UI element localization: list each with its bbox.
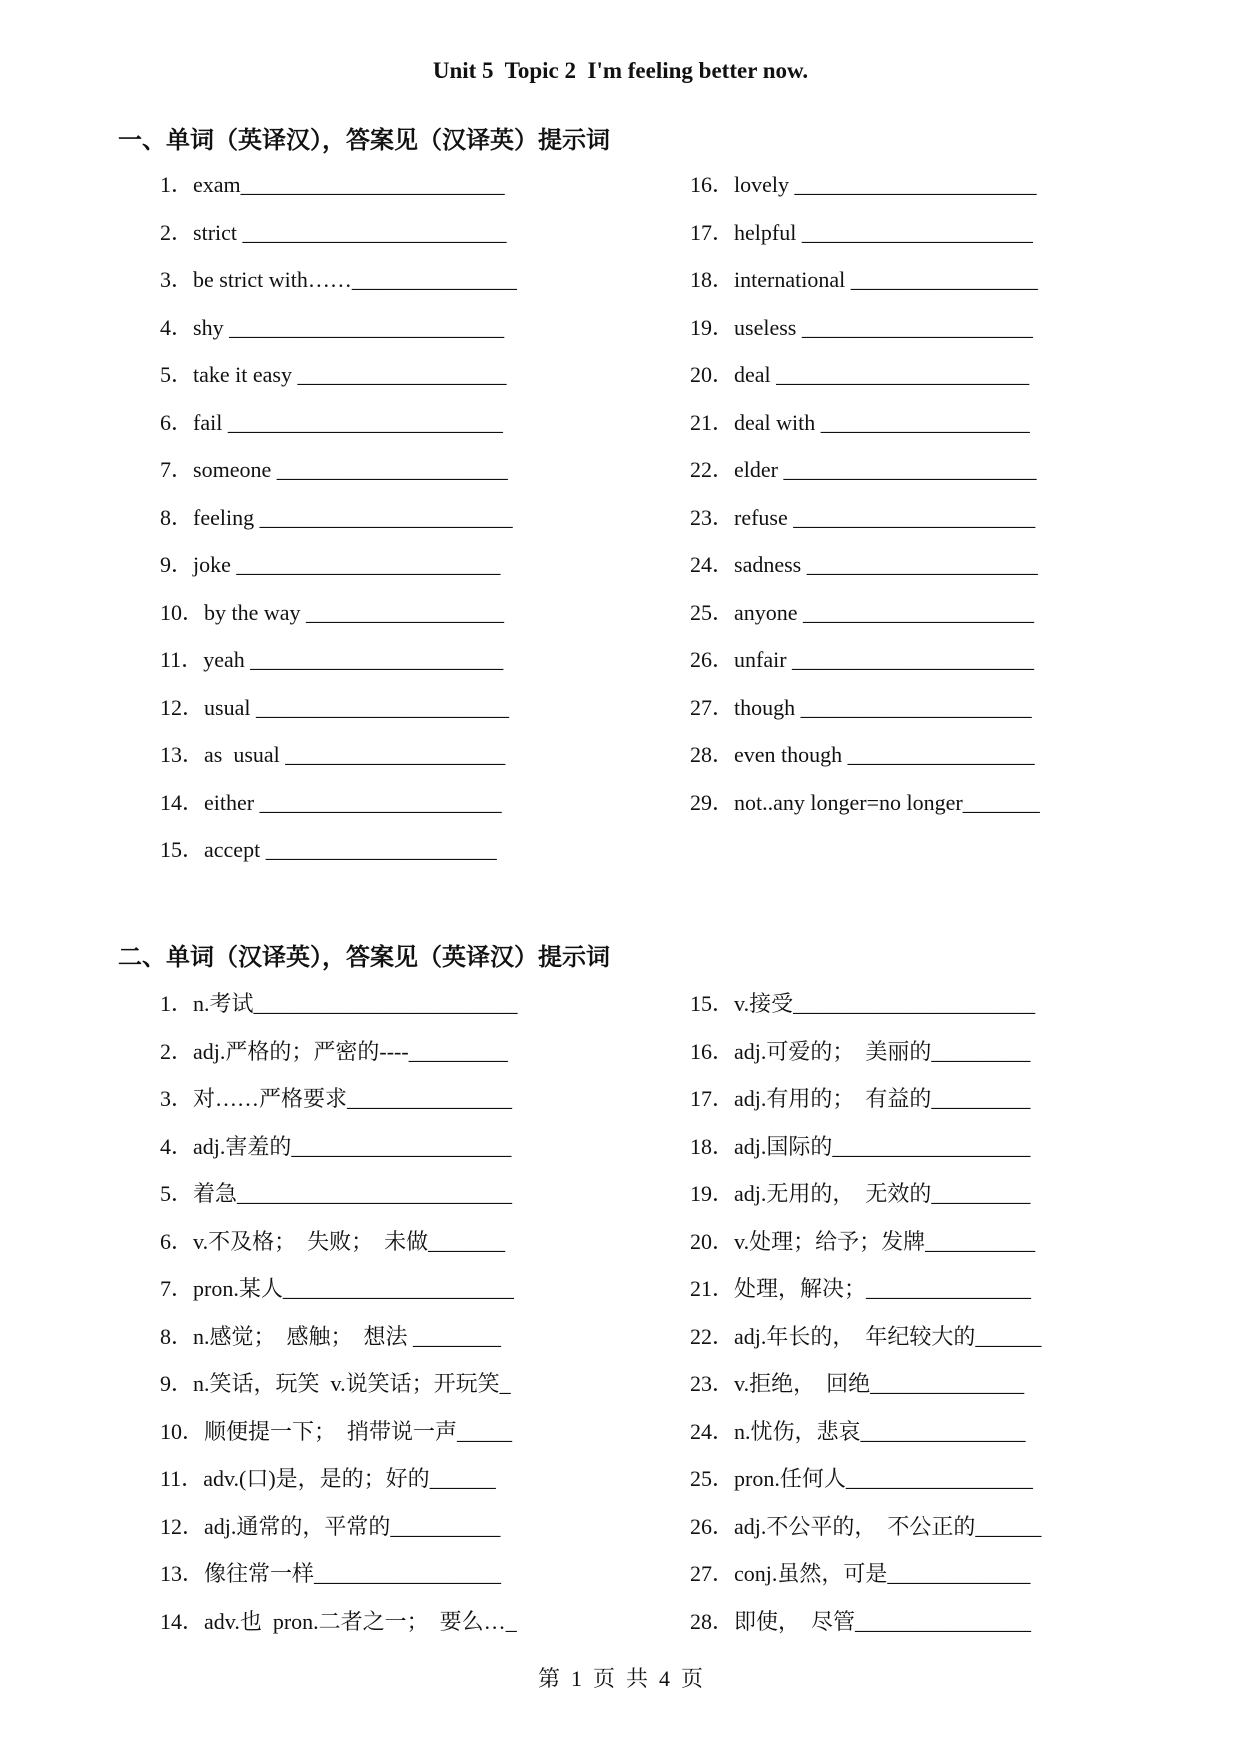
vocab-item xyxy=(690,1510,1041,1541)
item-term: adj.害羞的 xyxy=(193,1133,292,1159)
item-number: 26． xyxy=(690,1513,735,1539)
item-term: v.不及格； 失败； 未做 xyxy=(193,1228,429,1254)
vocab-item xyxy=(690,548,1038,579)
vocab-item xyxy=(690,1605,1031,1636)
item-number: 4． xyxy=(160,1133,194,1159)
answer-blank[interactable]: _______________ xyxy=(866,1276,1032,1301)
item-number: 17． xyxy=(690,1086,735,1111)
vocab-item xyxy=(690,501,1035,532)
item-number: 14． xyxy=(160,789,205,815)
item-number: 13． xyxy=(160,1561,205,1586)
answer-blank[interactable]: _________ xyxy=(931,1038,1031,1064)
item-number: 16． xyxy=(690,1038,735,1064)
item-term: conj.虽然，可是 xyxy=(734,1561,888,1586)
item-term: adj.可爱的； 美丽的 xyxy=(734,1038,932,1064)
item-term: anyone xyxy=(734,599,798,625)
answer-blank[interactable]: _______ xyxy=(962,789,1040,815)
item-number: 9． xyxy=(160,1371,194,1396)
vocab-item xyxy=(160,1035,508,1066)
vocab-item xyxy=(160,453,508,484)
vocab-item xyxy=(160,1082,512,1113)
answer-blank[interactable]: _________ xyxy=(931,1181,1031,1206)
item-number: 18． xyxy=(690,267,735,292)
answer-blank[interactable]: _________ xyxy=(931,1086,1031,1111)
item-term: adj.国际的 xyxy=(734,1133,833,1159)
item-term: adj.无用的， 无效的 xyxy=(734,1181,932,1206)
vocab-item xyxy=(690,1177,1030,1208)
item-number: 21． xyxy=(690,409,735,435)
answer-blank[interactable]: _____ xyxy=(457,1418,513,1444)
item-number: 5． xyxy=(160,362,194,387)
answer-blank[interactable]: ________________________ xyxy=(230,552,501,577)
answer-blank[interactable]: _______________ xyxy=(860,1418,1026,1444)
vocab-item xyxy=(160,596,504,627)
item-term: usual xyxy=(204,694,251,720)
item-number: 28． xyxy=(690,1608,735,1634)
vocab-item xyxy=(690,1415,1026,1446)
answer-blank[interactable]: _______________________ xyxy=(254,504,513,530)
answer-blank[interactable]: _________________ xyxy=(842,742,1035,767)
item-term: adj.不公平的， 不公正的 xyxy=(734,1513,976,1539)
item-term: v.拒绝， 回绝 xyxy=(734,1371,871,1396)
answer-blank[interactable]: ________ xyxy=(413,1323,502,1349)
vocab-item xyxy=(160,738,505,769)
vocab-item xyxy=(160,643,503,674)
answer-blank[interactable]: _______________________ xyxy=(250,694,509,720)
vocab-item xyxy=(690,1367,1024,1398)
answer-blank[interactable]: ______ xyxy=(975,1513,1042,1539)
answer-blank[interactable]: _________________ xyxy=(845,1466,1033,1491)
item-term: 处理，解决； xyxy=(734,1276,867,1301)
answer-blank[interactable]: ______________________ xyxy=(793,991,1036,1016)
item-term: take it easy xyxy=(193,362,292,387)
item-term: someone xyxy=(193,457,272,482)
item-term: feeling xyxy=(193,504,255,530)
vocab-item xyxy=(160,1130,511,1161)
answer-blank[interactable]: _______________________ xyxy=(770,362,1030,387)
item-term: 像往常一样 xyxy=(204,1561,315,1586)
answer-blank[interactable]: ______________________ xyxy=(254,789,502,815)
answer-blank[interactable]: _____________________ xyxy=(795,694,1032,720)
vocab-item xyxy=(690,1272,1031,1303)
answer-blank[interactable]: _______________ xyxy=(351,267,517,292)
answer-blank[interactable]: _____________________ xyxy=(797,599,1035,625)
item-number: 3． xyxy=(160,267,194,292)
answer-blank[interactable]: _____________________ xyxy=(796,219,1033,245)
item-term: fail xyxy=(193,409,223,435)
item-number: 29． xyxy=(690,789,735,815)
answer-blank[interactable]: ___________________ xyxy=(291,362,507,387)
vocab-item xyxy=(160,833,497,864)
answer-blank[interactable]: _______ xyxy=(428,1228,506,1254)
item-number: 8． xyxy=(160,1323,194,1349)
answer-blank[interactable]: _____________________ xyxy=(271,457,508,482)
item-term: v.处理；给予；发牌 xyxy=(734,1228,926,1254)
item-number: 16． xyxy=(690,172,735,197)
item-number: 23． xyxy=(690,1371,735,1396)
item-number: 6． xyxy=(160,1228,194,1254)
item-number: 1． xyxy=(160,991,194,1016)
answer-blank[interactable]: _____________________ xyxy=(260,837,497,862)
item-term: adv.也 pron.二者之一； 要么… xyxy=(204,1608,506,1634)
item-term: strict xyxy=(193,219,238,245)
vocab-item xyxy=(160,786,502,817)
answer-blank[interactable]: _________________ xyxy=(845,267,1038,292)
answer-blank[interactable]: __________________ xyxy=(832,1133,1031,1159)
item-term: lovely xyxy=(734,172,790,197)
item-term: exam xyxy=(193,172,241,197)
vocab-item xyxy=(160,548,500,579)
item-number: 2． xyxy=(160,219,194,245)
item-number: 14． xyxy=(160,1608,205,1634)
answer-blank[interactable]: ________________________ xyxy=(240,172,505,197)
item-number: 22． xyxy=(690,1323,735,1349)
item-number: 11． xyxy=(160,647,204,672)
answer-blank[interactable]: _____________________ xyxy=(282,1276,514,1301)
item-term: n.考试 xyxy=(193,991,254,1016)
item-term: accept xyxy=(204,837,261,862)
answer-blank[interactable]: __________ xyxy=(390,1513,501,1539)
answer-blank[interactable]: _________ xyxy=(408,1038,508,1064)
answer-blank[interactable]: _ xyxy=(505,1608,517,1634)
item-number: 6． xyxy=(160,409,194,435)
item-number: 1． xyxy=(160,172,194,197)
vocab-item xyxy=(160,691,509,722)
vocab-item xyxy=(160,1367,511,1398)
vocab-item xyxy=(690,168,1037,199)
item-term: adv.(口)是，是的；好的 xyxy=(203,1466,430,1491)
answer-blank[interactable]: ______________________ xyxy=(786,647,1035,672)
item-number: 25． xyxy=(690,1466,735,1491)
item-term: elder xyxy=(734,457,778,482)
vocab-item xyxy=(160,311,504,342)
item-number: 15． xyxy=(160,837,205,862)
vocab-item xyxy=(690,263,1038,294)
item-term: deal with xyxy=(734,409,816,435)
item-term: v.接受 xyxy=(734,991,794,1016)
vocab-item xyxy=(690,987,1035,1018)
answer-blank[interactable]: _____________________ xyxy=(796,314,1033,340)
item-number: 24． xyxy=(690,1418,735,1444)
item-number: 21． xyxy=(690,1276,735,1301)
item-term: unfair xyxy=(734,647,787,672)
answer-blank[interactable]: ______________________ xyxy=(787,504,1036,530)
vocab-item xyxy=(690,596,1034,627)
vocab-item xyxy=(160,406,503,437)
vocab-item xyxy=(160,1320,501,1351)
item-term: joke xyxy=(193,552,231,577)
answer-blank[interactable]: _________________________ xyxy=(222,409,503,435)
vocab-item xyxy=(690,453,1036,484)
vocab-item xyxy=(160,1557,501,1588)
answer-blank[interactable]: _______________ xyxy=(347,1086,513,1111)
answer-blank[interactable]: _________________________ xyxy=(223,314,505,340)
answer-blank[interactable]: ______ xyxy=(429,1466,496,1491)
item-term: pron.某人 xyxy=(193,1276,283,1301)
vocab-item xyxy=(690,1035,1030,1066)
item-term: not..any longer=no longer xyxy=(734,789,963,815)
item-term: as usual xyxy=(204,742,280,767)
answer-blank[interactable]: __________ xyxy=(925,1228,1036,1254)
item-number: 9． xyxy=(160,552,194,577)
answer-blank[interactable]: ____________________ xyxy=(291,1133,512,1159)
page-footer: 第 1 页 共 4 页 xyxy=(537,1666,703,1691)
item-term: deal xyxy=(734,362,771,387)
answer-blank[interactable]: ________________________ xyxy=(253,991,518,1016)
vocab-item xyxy=(160,263,517,294)
page-title: Unit 5 Topic 2 I'm feeling better now. xyxy=(432,58,809,83)
vocab-item xyxy=(690,1082,1030,1113)
item-term: helpful xyxy=(734,219,797,245)
item-number: 23． xyxy=(690,504,735,530)
item-term: sadness xyxy=(734,552,802,577)
answer-blank[interactable]: ____________________ xyxy=(279,742,506,767)
item-number: 24． xyxy=(690,552,735,577)
vocab-item xyxy=(160,1462,496,1493)
vocab-item xyxy=(160,358,506,389)
vocab-item xyxy=(160,1272,514,1303)
item-term: n.忧伤，悲哀 xyxy=(734,1418,861,1444)
vocab-item xyxy=(690,643,1034,674)
vocab-item xyxy=(160,1510,500,1541)
item-term: 着急 xyxy=(193,1181,238,1206)
section-1-heading: 一、单词（英译汉），答案见（汉译英）提示词 xyxy=(118,126,610,154)
answer-blank[interactable]: _ xyxy=(499,1371,511,1396)
item-number: 11． xyxy=(160,1466,204,1491)
answer-blank[interactable]: __________________ xyxy=(300,599,505,625)
answer-blank[interactable]: _______________________ xyxy=(777,457,1037,482)
item-number: 5． xyxy=(160,1181,194,1206)
vocab-item xyxy=(690,738,1035,769)
item-number: 25． xyxy=(690,599,735,625)
answer-blank[interactable]: ________________________ xyxy=(237,219,507,245)
item-number: 22． xyxy=(690,457,735,482)
item-number: 20． xyxy=(690,362,735,387)
item-number: 26． xyxy=(690,647,735,672)
item-number: 10． xyxy=(160,1418,205,1444)
item-number: 2． xyxy=(160,1038,194,1064)
item-number: 4． xyxy=(160,314,194,340)
answer-blank[interactable]: _______________________ xyxy=(244,647,504,672)
item-term: n.笑话，玩笑 v.说笑话；开玩笑 xyxy=(193,1371,500,1396)
vocab-item xyxy=(690,1225,1035,1256)
answer-blank[interactable]: ______________ xyxy=(870,1371,1025,1396)
item-number: 13． xyxy=(160,742,205,767)
item-term: adj.通常的，平常的 xyxy=(204,1513,391,1539)
item-number: 12． xyxy=(160,1513,205,1539)
item-number: 17． xyxy=(690,219,735,245)
item-term: even though xyxy=(734,742,843,767)
item-term: adj.严格的；严密的---- xyxy=(193,1038,409,1064)
answer-blank[interactable]: _____________________ xyxy=(801,552,1038,577)
item-term: either xyxy=(204,789,255,815)
vocab-item xyxy=(690,311,1033,342)
item-number: 19． xyxy=(690,1181,735,1206)
item-term: by the way xyxy=(204,599,301,625)
vocab-item xyxy=(690,1557,1030,1588)
item-term: adj.有用的； 有益的 xyxy=(734,1086,932,1111)
vocab-item xyxy=(160,168,505,199)
vocab-item xyxy=(160,501,513,532)
answer-blank[interactable]: ________________ xyxy=(855,1608,1032,1634)
item-term: be strict with…… xyxy=(193,267,352,292)
section-2-heading: 二、单词（汉译英），答案见（英译汉）提示词 xyxy=(118,943,610,971)
vocab-item xyxy=(690,1130,1030,1161)
vocab-item xyxy=(690,216,1033,247)
answer-blank[interactable]: ______ xyxy=(975,1323,1042,1349)
item-term: useless xyxy=(734,314,797,340)
item-number: 3． xyxy=(160,1086,194,1111)
item-term: 即使， 尽管 xyxy=(734,1608,856,1634)
vocab-item xyxy=(160,1415,512,1446)
item-term: pron.任何人 xyxy=(734,1466,846,1491)
item-term: adj.年长的， 年纪较大的 xyxy=(734,1323,976,1349)
item-number: 20． xyxy=(690,1228,735,1254)
vocab-item xyxy=(160,216,507,247)
vocab-item xyxy=(160,987,518,1018)
vocab-item xyxy=(160,1177,512,1208)
answer-blank[interactable]: _____________ xyxy=(887,1561,1031,1586)
answer-blank[interactable]: ______________________ xyxy=(789,172,1037,197)
vocab-item xyxy=(690,786,1040,817)
item-number: 27． xyxy=(690,694,735,720)
item-number: 28． xyxy=(690,742,735,767)
item-number: 7． xyxy=(160,457,194,482)
item-number: 15． xyxy=(690,991,735,1016)
item-number: 27． xyxy=(690,1561,735,1586)
item-number: 12． xyxy=(160,694,205,720)
item-number: 10． xyxy=(160,599,205,625)
vocab-item xyxy=(160,1225,505,1256)
item-term: refuse xyxy=(734,504,788,530)
item-term: international xyxy=(734,267,846,292)
answer-blank[interactable]: _________________________ xyxy=(237,1181,513,1206)
vocab-item xyxy=(690,1462,1033,1493)
item-term: 顺便提一下； 捎带说一声 xyxy=(204,1418,458,1444)
vocab-item xyxy=(690,358,1029,389)
answer-blank[interactable]: ___________________ xyxy=(815,409,1030,435)
item-term: 对……严格要求 xyxy=(193,1086,348,1111)
item-number: 19． xyxy=(690,314,735,340)
item-term: yeah xyxy=(203,647,245,672)
vocab-item xyxy=(690,1320,1041,1351)
vocab-item xyxy=(690,406,1030,437)
item-number: 18． xyxy=(690,1133,735,1159)
vocab-item xyxy=(160,1605,517,1636)
item-term: n.感觉； 感触； 想法 xyxy=(193,1323,414,1349)
item-term: shy xyxy=(193,314,224,340)
vocab-item xyxy=(690,691,1032,722)
answer-blank[interactable]: _________________ xyxy=(314,1561,502,1586)
item-number: 8． xyxy=(160,504,194,530)
item-number: 7． xyxy=(160,1276,194,1301)
item-term: though xyxy=(734,694,796,720)
